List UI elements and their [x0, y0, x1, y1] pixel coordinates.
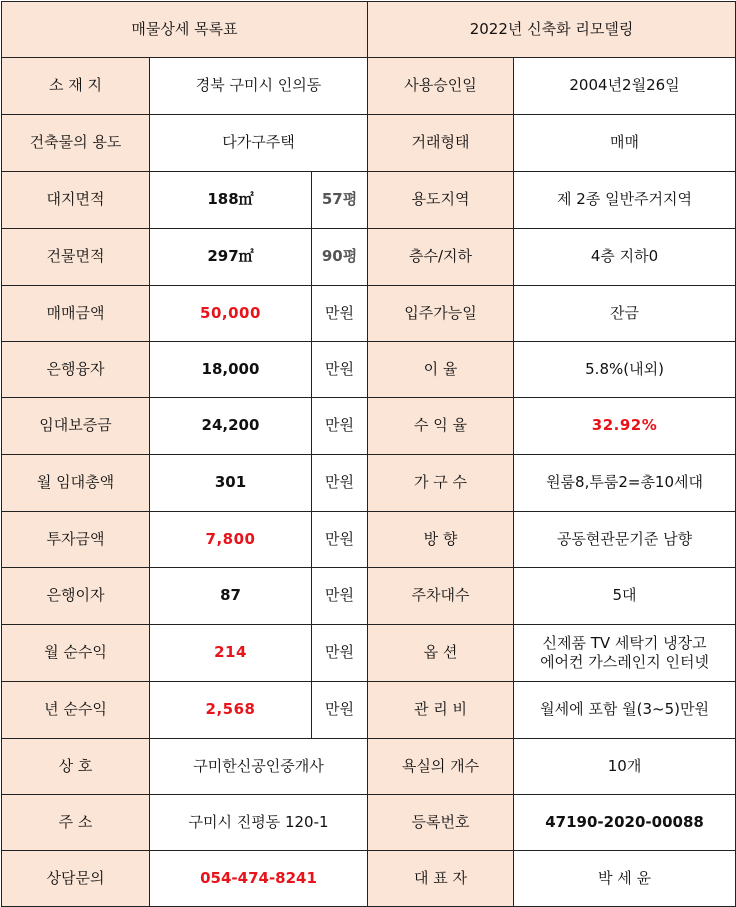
land-area-label: 대지면적 [2, 172, 150, 229]
table-row [2, 115, 736, 172]
maintenance-label: 관 리 비 [368, 682, 514, 739]
table-row [2, 172, 736, 229]
maintenance-value: 월세에 포함 월(3~5)만원 [514, 682, 736, 739]
monthly-net-value: 214 [150, 625, 312, 682]
yearly-net-label: 년 순수익 [2, 682, 150, 739]
sale-price-label: 매매금액 [2, 286, 150, 342]
table-row [2, 58, 736, 115]
land-area-value: 188㎡ [150, 172, 312, 229]
land-area-pyeong: 57평 [312, 172, 368, 229]
yearly-net-unit: 만원 [312, 682, 368, 739]
yield-label: 수 익 율 [368, 398, 514, 455]
zoning-label: 용도지역 [368, 172, 514, 229]
table-row [2, 342, 736, 398]
deal-type-label: 거래형태 [368, 115, 514, 172]
sale-price-unit: 만원 [312, 286, 368, 342]
agency-label: 상 호 [2, 739, 150, 795]
bank-interest-value: 87 [150, 568, 312, 625]
bank-loan-unit: 만원 [312, 342, 368, 398]
consult-phone: 054-474-8241 [150, 851, 368, 907]
bathrooms-label: 욕실의 개수 [368, 739, 514, 795]
interest-rate-value: 5.8%(내외) [514, 342, 736, 398]
agency-value: 구미한신공인중개사 [150, 739, 368, 795]
monthly-rent-value: 301 [150, 455, 312, 512]
table-row [2, 512, 736, 568]
representative-label: 대 표 자 [368, 851, 514, 907]
options-label: 옵 션 [368, 625, 514, 682]
table-row [2, 229, 736, 286]
investment-value: 7,800 [150, 512, 312, 568]
table-row [2, 455, 736, 512]
monthly-rent-unit: 만원 [312, 455, 368, 512]
representative-value: 박 세 윤 [514, 851, 736, 907]
property-detail-sheet [1, 1, 736, 907]
bathrooms-value: 10개 [514, 739, 736, 795]
location-label: 소 재 지 [2, 58, 150, 115]
direction-label: 방 향 [368, 512, 514, 568]
table-row [2, 851, 736, 907]
options-line-1: 신제품 TV 세탁기 냉장고 [542, 633, 707, 652]
deposit-value: 24,200 [150, 398, 312, 455]
address-label: 주 소 [2, 795, 150, 851]
bank-interest-label: 은행이자 [2, 568, 150, 625]
registration-label: 등록번호 [368, 795, 514, 851]
yearly-net-value: 2,568 [150, 682, 312, 739]
sale-price-value: 50,000 [150, 286, 312, 342]
monthly-rent-label: 월 임대총액 [2, 455, 150, 512]
address-value: 구미시 진평동 120-1 [150, 795, 368, 851]
bank-interest-unit: 만원 [312, 568, 368, 625]
households-value: 원룸8,투룸2=총10세대 [514, 455, 736, 512]
households-label: 가 구 수 [368, 455, 514, 512]
floors-label: 층수/지하 [368, 229, 514, 286]
table-row [2, 739, 736, 795]
monthly-net-unit: 만원 [312, 625, 368, 682]
remodel-title: 2022년 신축화 리모델링 [368, 2, 736, 58]
floors-value: 4층 지하0 [514, 229, 736, 286]
interest-rate-label: 이 율 [368, 342, 514, 398]
table-row [2, 625, 736, 682]
building-area-label: 건물면적 [2, 229, 150, 286]
investment-unit: 만원 [312, 512, 368, 568]
building-area-value: 297㎡ [150, 229, 312, 286]
table-row [2, 568, 736, 625]
bank-loan-value: 18,000 [150, 342, 312, 398]
consult-label: 상담문의 [2, 851, 150, 907]
parking-value: 5대 [514, 568, 736, 625]
table-row [2, 795, 736, 851]
location-value: 경북 구미시 인의동 [150, 58, 368, 115]
table-row [2, 286, 736, 342]
deal-type-value: 매매 [514, 115, 736, 172]
table-row [2, 398, 736, 455]
yield-value: 32.92% [514, 398, 736, 455]
monthly-net-label: 월 순수익 [2, 625, 150, 682]
approval-date-label: 사용승인일 [368, 58, 514, 115]
move-in-label: 입주가능일 [368, 286, 514, 342]
zoning-value: 제 2종 일반주거지역 [514, 172, 736, 229]
sheet-title: 매물상세 목록표 [2, 2, 368, 58]
move-in-value: 잔금 [514, 286, 736, 342]
approval-date-value: 2004년2월26일 [514, 58, 736, 115]
building-use-label: 건축물의 용도 [2, 115, 150, 172]
table-row [2, 682, 736, 739]
building-area-pyeong: 90평 [312, 229, 368, 286]
options-line-2: 에어컨 가스레인지 인터넷 [540, 653, 709, 671]
deposit-label: 임대보증금 [2, 398, 150, 455]
parking-label: 주차대수 [368, 568, 514, 625]
options-value [514, 625, 736, 682]
deposit-unit: 만원 [312, 398, 368, 455]
building-use-value: 다가구주택 [150, 115, 368, 172]
bank-loan-label: 은행융자 [2, 342, 150, 398]
direction-value: 공동현관문기준 남향 [514, 512, 736, 568]
header-row [2, 2, 736, 58]
investment-label: 투자금액 [2, 512, 150, 568]
registration-value: 47190-2020-00088 [514, 795, 736, 851]
